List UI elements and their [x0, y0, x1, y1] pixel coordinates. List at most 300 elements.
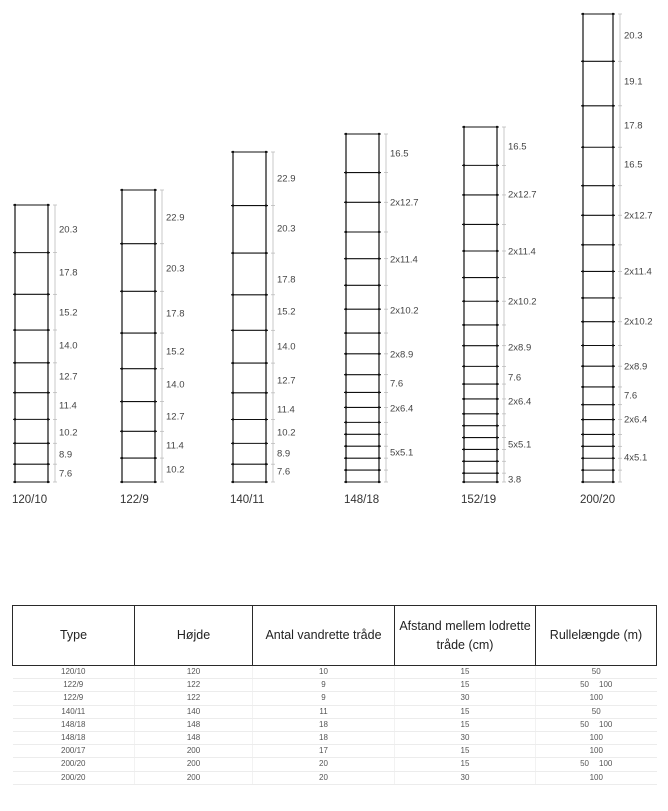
cell-horizontal-wires: 20: [253, 771, 395, 784]
header-roll-length: Rullelængde (m): [536, 606, 657, 666]
fence-knot: [14, 362, 16, 364]
spacing-label: 3.8: [508, 474, 522, 486]
fence-knot: [345, 284, 347, 286]
spacing-label: 12.7: [59, 371, 78, 383]
roll-length-value: 100: [599, 719, 613, 729]
cell-roll-length: [536, 771, 657, 784]
fence-knot: [496, 413, 498, 415]
cell-horizontal-wires: 20: [253, 758, 395, 771]
fence-knot: [612, 297, 614, 299]
fence-knot: [463, 164, 465, 166]
fence-type-label: 152/19: [461, 494, 497, 506]
cell-horizontal-wires: 11: [253, 705, 395, 718]
cell-spacing: 15: [395, 745, 536, 758]
spacing-label: 2x6.4: [508, 396, 532, 408]
fence-knot: [612, 146, 614, 148]
fence-knot: [463, 344, 465, 346]
fence-knot: [265, 463, 267, 465]
fence-knot: [582, 457, 584, 459]
fence-knot: [154, 481, 156, 483]
fence-knot: [47, 481, 49, 483]
fence-knot: [582, 146, 584, 148]
fence-knot: [345, 421, 347, 423]
fence-knot: [232, 151, 234, 153]
fence-knot: [496, 164, 498, 166]
fence-knot: [265, 294, 267, 296]
fence-knot: [232, 362, 234, 364]
fence-knot: [345, 391, 347, 393]
fence-knot: [232, 392, 234, 394]
fence-knot: [612, 418, 614, 420]
fence-knot: [378, 133, 380, 135]
fence-knot: [582, 445, 584, 447]
fence-knot: [378, 332, 380, 334]
fence-knot: [345, 373, 347, 375]
fence-knot: [14, 418, 16, 420]
cell-roll-length: [536, 745, 657, 758]
header-type: Type: [13, 606, 135, 666]
cell-height: 148: [135, 731, 253, 744]
spacing-label: 11.4: [277, 404, 295, 416]
roll-length-value: 100: [599, 680, 613, 690]
fence-knot: [345, 171, 347, 173]
fence-knot: [378, 457, 380, 459]
spacing-label: 16.5: [508, 141, 527, 153]
fence-knot: [345, 457, 347, 459]
spacing-label: 16.5: [390, 148, 409, 160]
fence-knot: [612, 270, 614, 272]
fence-knot: [121, 332, 123, 334]
cell-roll-length: [536, 705, 657, 718]
cell-spacing: 30: [395, 771, 536, 784]
spacing-label: 10.2: [277, 427, 296, 439]
fence-knot: [463, 223, 465, 225]
fence-knot: [47, 204, 49, 206]
cell-type: 148/18: [13, 718, 135, 731]
fence-knot: [496, 448, 498, 450]
spacing-label: 2x12.7: [390, 197, 419, 209]
fence-120-10: [12, 204, 78, 506]
spacing-label: 22.9: [277, 173, 296, 185]
fence-knot: [496, 126, 498, 128]
fence-knot: [582, 481, 584, 483]
cell-horizontal-wires: 18: [253, 718, 395, 731]
fence-knot: [265, 392, 267, 394]
fence-knot: [14, 204, 16, 206]
spacing-label: 14.0: [277, 341, 296, 353]
spacing-label: 4x5.1: [624, 452, 648, 464]
fence-knot: [612, 184, 614, 186]
fence-knot: [232, 252, 234, 254]
fence-knot: [496, 383, 498, 385]
cell-roll-length: [536, 666, 657, 679]
fence-knot: [612, 386, 614, 388]
fence-knot: [582, 403, 584, 405]
fence-knot: [582, 60, 584, 62]
spacing-label: 2x10.2: [390, 305, 419, 317]
cell-spacing: 15: [395, 679, 536, 692]
spacing-label: 20.3: [59, 224, 78, 236]
fence-knot: [378, 373, 380, 375]
spacing-label: 10.2: [166, 464, 185, 476]
fence-knot: [345, 332, 347, 334]
spacing-label: 20.3: [277, 223, 296, 235]
spacing-label: 2x11.4: [624, 266, 652, 278]
spacing-label: 7.6: [508, 372, 522, 384]
spacing-label: 7.6: [59, 468, 73, 480]
spacing-label: 11.4: [166, 440, 184, 452]
fence-122-9: [120, 189, 185, 506]
fence-knot: [612, 13, 614, 15]
spacing-label: 5x5.1: [390, 447, 414, 459]
roll-length-value: 50: [591, 706, 601, 716]
cell-height: 200: [135, 758, 253, 771]
table-row: [13, 705, 657, 718]
cell-height: 200: [135, 771, 253, 784]
spacing-label: 16.5: [624, 159, 643, 171]
fence-140-11: [230, 151, 296, 506]
fence-knot: [496, 425, 498, 427]
fence-knot: [154, 368, 156, 370]
fence-knot: [154, 243, 156, 245]
table-row: [13, 666, 657, 679]
fence-knot: [582, 365, 584, 367]
fence-knot: [232, 442, 234, 444]
fence-knot: [121, 189, 123, 191]
cell-type: 200/17: [13, 745, 135, 758]
fence-knot: [582, 13, 584, 15]
spacing-label: 2x12.7: [508, 189, 537, 201]
cell-roll-length: [536, 718, 657, 731]
header-vertical-wire-spacing: Afstand mellem lodrette tråde (cm): [395, 606, 536, 666]
spacing-label: 2x6.4: [624, 414, 648, 426]
fence-knot: [265, 151, 267, 153]
fence-knot: [265, 252, 267, 254]
fence-knot: [496, 300, 498, 302]
fence-knot: [463, 460, 465, 462]
cell-roll-length: [536, 731, 657, 744]
spacing-label: 2x8.9: [508, 342, 532, 354]
fence-knot: [378, 171, 380, 173]
cell-type: 122/9: [13, 679, 135, 692]
spacing-label: 7.6: [624, 390, 638, 402]
fence-knot: [265, 204, 267, 206]
fence-knot: [14, 329, 16, 331]
cell-roll-length: [536, 679, 657, 692]
spacing-label: 22.9: [166, 212, 185, 224]
roll-length-value: 50: [591, 667, 601, 677]
fence-knot: [496, 481, 498, 483]
table-row: [13, 718, 657, 731]
fence-knot: [463, 194, 465, 196]
table-row: [13, 745, 657, 758]
cell-roll-length: [536, 692, 657, 705]
fence-knot: [612, 445, 614, 447]
fence-knot: [582, 244, 584, 246]
spacing-label: 15.2: [59, 307, 78, 319]
fence-knot: [496, 250, 498, 252]
cell-spacing: 15: [395, 718, 536, 731]
fence-knot: [121, 290, 123, 292]
table-row: [13, 758, 657, 771]
spacing-label: 12.7: [277, 375, 296, 387]
fence-knot: [496, 194, 498, 196]
fence-knot: [582, 270, 584, 272]
spacing-label: 8.9: [59, 449, 73, 461]
fence-knot: [463, 425, 465, 427]
fence-knot: [232, 481, 234, 483]
fence-type-label: 140/11: [230, 494, 265, 506]
fence-knot: [14, 481, 16, 483]
fence-knot: [496, 223, 498, 225]
fence-knot: [378, 201, 380, 203]
fence-knot: [47, 329, 49, 331]
fence-knot: [232, 294, 234, 296]
spacing-label: 2x11.4: [508, 246, 536, 258]
fence-knot: [582, 469, 584, 471]
fence-knot: [496, 460, 498, 462]
fence-knot: [463, 250, 465, 252]
fence-knot: [154, 430, 156, 432]
cell-type: 200/20: [13, 771, 135, 784]
fence-knot: [496, 436, 498, 438]
cell-spacing: 30: [395, 692, 536, 705]
fence-148-18: [344, 133, 419, 506]
fence-knot: [463, 126, 465, 128]
fence-knot: [265, 362, 267, 364]
fence-knot: [612, 244, 614, 246]
fence-knot: [378, 353, 380, 355]
cell-spacing: 15: [395, 666, 536, 679]
table-row: [13, 771, 657, 784]
cell-horizontal-wires: 10: [253, 666, 395, 679]
fence-knot: [345, 445, 347, 447]
fence-knot: [378, 421, 380, 423]
fence-knot: [378, 469, 380, 471]
cell-height: 140: [135, 705, 253, 718]
fence-knot: [47, 362, 49, 364]
fence-knot: [496, 276, 498, 278]
cell-roll-length: [536, 758, 657, 771]
table-header-row: [13, 606, 657, 666]
cell-horizontal-wires: 9: [253, 679, 395, 692]
fence-knot: [463, 324, 465, 326]
spacing-label: 2x8.9: [390, 349, 414, 361]
spacing-label: 12.7: [166, 411, 185, 423]
fence-knot: [14, 293, 16, 295]
fence-knot: [463, 365, 465, 367]
cell-type: 122/9: [13, 692, 135, 705]
fence-knot: [463, 398, 465, 400]
spacing-label: 14.0: [59, 340, 78, 352]
spacing-label: 2x6.4: [390, 403, 414, 415]
spacing-label: 7.6: [277, 466, 291, 478]
fence-knot: [232, 329, 234, 331]
fence-knot: [345, 257, 347, 259]
fence-knot: [612, 433, 614, 435]
roll-length-value: 100: [589, 746, 603, 756]
cell-type: 120/10: [13, 666, 135, 679]
fence-knot: [612, 481, 614, 483]
spacing-label: 15.2: [277, 306, 296, 318]
spacing-label: 2x8.9: [624, 361, 648, 373]
fence-200-20: [580, 13, 653, 506]
cell-type: 200/20: [13, 758, 135, 771]
cell-spacing: 15: [395, 705, 536, 718]
cell-height: 122: [135, 692, 253, 705]
fence-knot: [47, 251, 49, 253]
roll-length-value: 50: [580, 680, 590, 690]
fence-knot: [463, 472, 465, 474]
fence-knot: [378, 308, 380, 310]
fence-knot: [612, 469, 614, 471]
fence-knot: [582, 321, 584, 323]
spacing-label: 7.6: [390, 378, 404, 390]
fence-knot: [121, 243, 123, 245]
fence-knot: [345, 469, 347, 471]
fence-knot: [496, 472, 498, 474]
fence-knot: [612, 214, 614, 216]
fence-type-label: 120/10: [12, 494, 48, 506]
roll-length-value: 100: [599, 759, 613, 769]
fence-knot: [14, 391, 16, 393]
fence-knot: [582, 418, 584, 420]
table-row: [13, 731, 657, 744]
fence-knot: [154, 400, 156, 402]
fence-knot: [121, 457, 123, 459]
cell-type: 140/11: [13, 705, 135, 718]
spacing-label: 2x10.2: [508, 296, 537, 308]
fence-knot: [378, 433, 380, 435]
fence-knot: [582, 184, 584, 186]
fence-knot: [378, 391, 380, 393]
spacing-label: 20.3: [166, 263, 185, 275]
fence-knot: [121, 368, 123, 370]
fence-knot: [47, 391, 49, 393]
spacing-label: 10.2: [59, 427, 78, 439]
fence-knot: [378, 231, 380, 233]
fence-knot: [496, 324, 498, 326]
fence-knot: [232, 418, 234, 420]
spacing-label: 14.0: [166, 379, 185, 391]
fence-knot: [378, 481, 380, 483]
header-height: Højde: [135, 606, 253, 666]
fence-knot: [121, 400, 123, 402]
fence-knot: [154, 457, 156, 459]
fence-knot: [463, 448, 465, 450]
fence-knot: [582, 433, 584, 435]
fence-knot: [345, 353, 347, 355]
fence-knot: [496, 398, 498, 400]
table-row: [13, 679, 657, 692]
cell-type: 148/18: [13, 731, 135, 744]
spacing-label: 5x5.1: [508, 439, 532, 451]
cell-height: 122: [135, 679, 253, 692]
fence-knot: [265, 329, 267, 331]
cell-spacing: 30: [395, 731, 536, 744]
fence-knot: [463, 481, 465, 483]
fence-knot: [463, 300, 465, 302]
table-body: [13, 666, 657, 785]
fence-knot: [378, 445, 380, 447]
fence-knot: [232, 463, 234, 465]
spacing-label: 17.8: [59, 267, 78, 279]
cell-spacing: 15: [395, 758, 536, 771]
fence-type-label: 200/20: [580, 494, 616, 506]
fence-knot: [345, 133, 347, 135]
roll-length-value: 50: [580, 719, 590, 729]
spacing-label: 2x10.2: [624, 316, 653, 328]
fence-knot: [154, 332, 156, 334]
spacing-label: 19.1: [624, 76, 643, 88]
fence-knot: [612, 321, 614, 323]
cell-horizontal-wires: 9: [253, 692, 395, 705]
fence-knot: [14, 463, 16, 465]
cell-horizontal-wires: 17: [253, 745, 395, 758]
fence-knot: [378, 284, 380, 286]
fence-knot: [582, 214, 584, 216]
fence-knot: [496, 344, 498, 346]
fence-spec-table: [12, 605, 657, 785]
header-horizontal-wires: Antal vandrette tråde: [253, 606, 395, 666]
spacing-label: 2x11.4: [390, 254, 418, 266]
spacing-label: 8.9: [277, 448, 291, 460]
fence-knot: [47, 463, 49, 465]
fence-knot: [463, 383, 465, 385]
fence-knot: [345, 308, 347, 310]
fence-knot: [612, 105, 614, 107]
spacing-label: 17.8: [624, 120, 643, 132]
fence-knot: [345, 406, 347, 408]
fence-knot: [14, 442, 16, 444]
spacing-label: 2x12.7: [624, 210, 653, 222]
fence-knot: [582, 297, 584, 299]
fence-knot: [154, 189, 156, 191]
fence-knot: [154, 290, 156, 292]
fence-type-label: 148/18: [344, 494, 380, 506]
fence-knot: [612, 457, 614, 459]
fence-knot: [121, 430, 123, 432]
fence-knot: [612, 365, 614, 367]
fence-knot: [463, 413, 465, 415]
cell-height: 148: [135, 718, 253, 731]
fence-knot: [121, 481, 123, 483]
fence-knot: [463, 436, 465, 438]
spacing-label: 17.8: [166, 308, 185, 320]
fence-knot: [14, 251, 16, 253]
roll-length-value: 100: [589, 733, 603, 743]
fence-knot: [47, 293, 49, 295]
fence-knot: [612, 403, 614, 405]
cell-horizontal-wires: 18: [253, 731, 395, 744]
fence-knot: [265, 442, 267, 444]
fence-knot: [265, 481, 267, 483]
fence-knot: [47, 418, 49, 420]
spacing-label: 20.3: [624, 30, 643, 42]
fence-knot: [612, 344, 614, 346]
fence-knot: [378, 406, 380, 408]
fence-knot: [582, 386, 584, 388]
spacing-label: 15.2: [166, 346, 185, 358]
fence-knot: [496, 365, 498, 367]
spacing-label: 11.4: [59, 400, 77, 412]
fence-knot: [463, 276, 465, 278]
fence-knot: [345, 231, 347, 233]
fence-knot: [232, 204, 234, 206]
spacing-label: 17.8: [277, 274, 296, 286]
fence-knot: [47, 442, 49, 444]
fence-knot: [345, 481, 347, 483]
